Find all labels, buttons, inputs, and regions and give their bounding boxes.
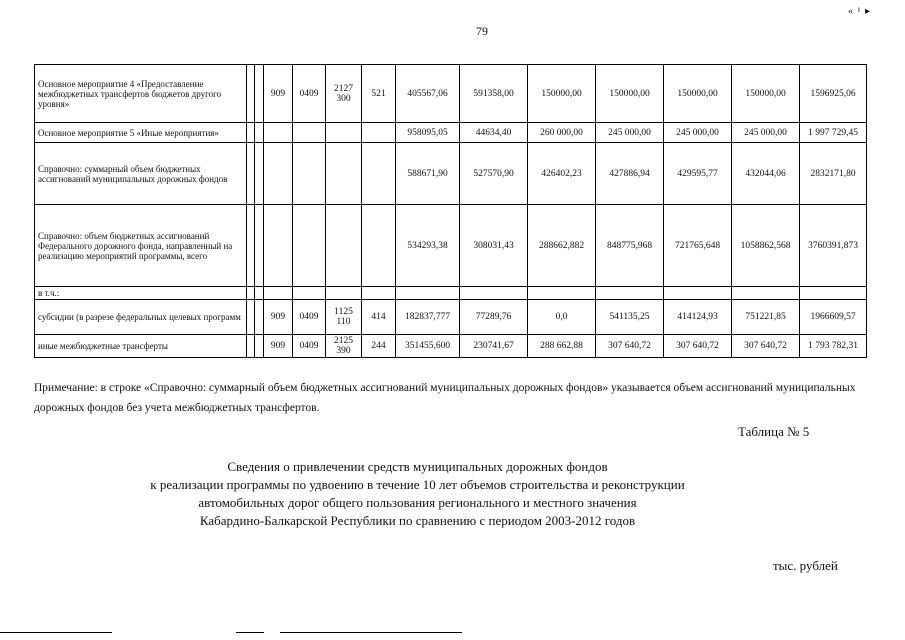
value-cell: [596, 287, 664, 300]
value-cell: 77289,76: [460, 300, 528, 335]
blank-cell: [255, 65, 264, 123]
expense-type-cell: 521: [362, 65, 396, 123]
ministry-code-cell: [264, 123, 293, 143]
blank-cell: [255, 300, 264, 335]
blank-cell: [247, 123, 255, 143]
value-cell: 848775,968: [596, 205, 664, 287]
value-cell: 429595,77: [664, 143, 732, 205]
ministry-code-cell: [264, 287, 293, 300]
row-name-cell: Справочно: суммарный объем бюджетных ассигнований муниципальных дорожных фондов: [35, 143, 247, 205]
value-cell: 150000,00: [528, 65, 596, 123]
row-name-cell: в т.ч.:: [35, 287, 247, 300]
table-row: [35, 335, 867, 358]
section-code-cell: [293, 123, 326, 143]
value-cell: [396, 287, 460, 300]
value-cell: 288662,882: [528, 205, 596, 287]
value-cell: 307 640,72: [732, 335, 800, 358]
blank-cell: [247, 335, 255, 358]
bottom-rule: [0, 632, 112, 633]
table-row: [35, 287, 867, 300]
blank-cell: [255, 143, 264, 205]
table-row: [35, 143, 867, 205]
value-cell: 1058862,568: [732, 205, 800, 287]
value-cell: 427886,94: [596, 143, 664, 205]
section-code-cell: [293, 143, 326, 205]
expense-type-cell: [362, 143, 396, 205]
value-cell: 182837,777: [396, 300, 460, 335]
section-code-cell: 0409: [293, 65, 326, 123]
value-cell: 432044,06: [732, 143, 800, 205]
value-cell: 150000,00: [664, 65, 732, 123]
ministry-code-cell: 909: [264, 300, 293, 335]
value-cell: 307 640,72: [664, 335, 732, 358]
value-cell: 1 997 729,45: [800, 123, 867, 143]
target-article-cell: 2127 300: [326, 65, 362, 123]
value-cell: 307 640,72: [596, 335, 664, 358]
expense-type-cell: [362, 205, 396, 287]
value-cell: 534293,38: [396, 205, 460, 287]
value-cell: 245 000,00: [732, 123, 800, 143]
heading-line: Кабардино-Балкарской Республики по сравнению с периодом 2003-2012 годов: [199, 513, 636, 528]
row-name-cell: Справочно: объем бюджетных ассигнований Федерального дорожного фонда, направленный на реализацию мероприятий программы, всего: [35, 205, 247, 287]
units-label: тыс. рублей: [773, 558, 838, 573]
table-row: [35, 300, 867, 335]
page-number: 79: [476, 24, 488, 38]
expense-type-cell: 244: [362, 335, 396, 358]
expense-type-cell: [362, 123, 396, 143]
row-name-cell: субсидии (в разрезе федеральных целевых программ: [35, 300, 247, 335]
value-cell: [664, 287, 732, 300]
value-cell: 245 000,00: [664, 123, 732, 143]
table-row: [35, 205, 867, 287]
value-cell: 288 662,88: [528, 335, 596, 358]
row-name-cell: Основное мероприятие 5 «Иные мероприятия»: [35, 123, 247, 143]
blank-cell: [255, 205, 264, 287]
value-cell: 150000,00: [732, 65, 800, 123]
row-name-cell: иные межбюджетные трансферты: [35, 335, 247, 358]
table-row: [35, 65, 867, 123]
section-code-cell: 0409: [293, 335, 326, 358]
blank-cell: [255, 335, 264, 358]
corner-mark: « ¹ ▸: [848, 6, 872, 17]
value-cell: 230741,67: [460, 335, 528, 358]
target-article-cell: 2125 390: [326, 335, 362, 358]
blank-cell: [247, 143, 255, 205]
heading-line: Сведения о привлечении средств муниципальных дорожных фондов: [227, 459, 608, 474]
budget-table: [34, 64, 867, 358]
section-code-cell: [293, 205, 326, 287]
target-article-cell: [326, 143, 362, 205]
blank-cell: [247, 65, 255, 123]
row-name-cell: Основное мероприятие 4 «Предоставление межбюджетных трансфертов бюджетов другого уровня»: [35, 65, 247, 123]
section-heading: [90, 458, 745, 530]
section-code-cell: [293, 287, 326, 300]
value-cell: 426402,23: [528, 143, 596, 205]
value-cell: 0,0: [528, 300, 596, 335]
value-cell: 1 793 782,31: [800, 335, 867, 358]
value-cell: 958095,05: [396, 123, 460, 143]
value-cell: 351455,600: [396, 335, 460, 358]
blank-cell: [255, 287, 264, 300]
value-cell: 2832171,80: [800, 143, 867, 205]
value-cell: [528, 287, 596, 300]
value-cell: 405567,06: [396, 65, 460, 123]
blank-cell: [247, 287, 255, 300]
value-cell: 414124,93: [664, 300, 732, 335]
expense-type-cell: [362, 287, 396, 300]
value-cell: [732, 287, 800, 300]
blank-cell: [247, 205, 255, 287]
value-cell: 260 000,00: [528, 123, 596, 143]
value-cell: 150000,00: [596, 65, 664, 123]
blank-cell: [255, 123, 264, 143]
value-cell: 721765,648: [664, 205, 732, 287]
value-cell: 308031,43: [460, 205, 528, 287]
heading-line: автомобильных дорог общего пользования регионального и местного значения: [198, 495, 637, 510]
value-cell: 44634,40: [460, 123, 528, 143]
ministry-code-cell: [264, 205, 293, 287]
value-cell: 541135,25: [596, 300, 664, 335]
ministry-code-cell: 909: [264, 65, 293, 123]
table-note: Примечание: в строке «Справочно: суммарный объем бюджетных ассигнований муниципальных дорожных фондов» указывается объем ассигнований муниципальных дорожных фондов без учета межбюджетных трансфертов.: [34, 382, 856, 414]
ministry-code-cell: [264, 143, 293, 205]
target-article-cell: [326, 205, 362, 287]
value-cell: 245 000,00: [596, 123, 664, 143]
expense-type-cell: 414: [362, 300, 396, 335]
value-cell: 3760391,873: [800, 205, 867, 287]
value-cell: [800, 287, 867, 300]
target-article-cell: 1125 110: [326, 300, 362, 335]
bottom-rule: [236, 632, 264, 633]
section-code-cell: 0409: [293, 300, 326, 335]
target-article-cell: [326, 123, 362, 143]
ministry-code-cell: 909: [264, 335, 293, 358]
table-label: Таблица № 5: [738, 424, 810, 439]
value-cell: 1596925,06: [800, 65, 867, 123]
value-cell: 1966609,57: [800, 300, 867, 335]
target-article-cell: [326, 287, 362, 300]
value-cell: 527570,90: [460, 143, 528, 205]
bottom-rule: [280, 632, 462, 633]
table-row: [35, 123, 867, 143]
heading-line: к реализации программы по удвоению в течение 10 лет объемов строительства и реконструкции: [150, 477, 685, 492]
value-cell: [460, 287, 528, 300]
value-cell: 591358,00: [460, 65, 528, 123]
blank-cell: [247, 300, 255, 335]
value-cell: 588671,90: [396, 143, 460, 205]
value-cell: 751221,85: [732, 300, 800, 335]
